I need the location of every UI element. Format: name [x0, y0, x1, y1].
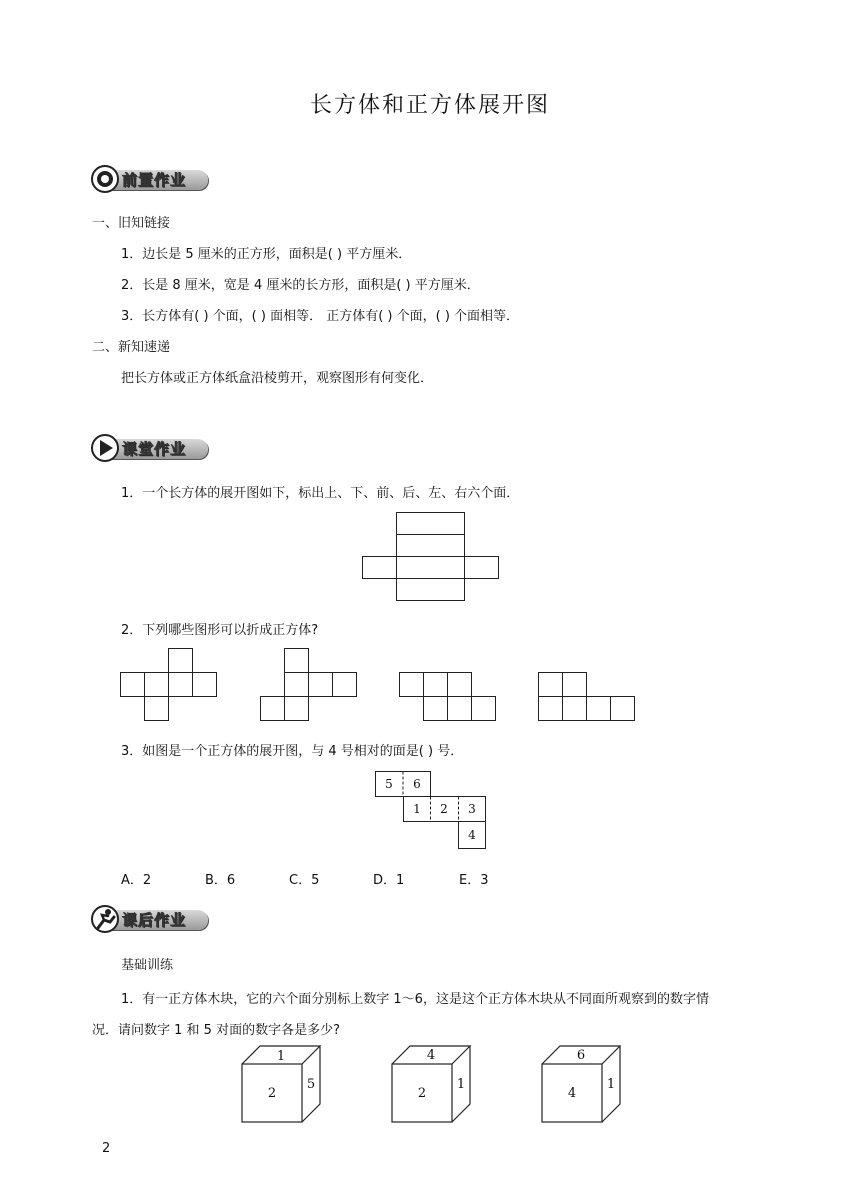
option-e: E．3 — [459, 873, 489, 888]
runner-icon — [90, 904, 124, 934]
pre-question-2: 2．长是 8 厘米，宽是 4 厘米的长方形，面积是( ) 平方厘米． — [121, 278, 480, 293]
section-title-post: 课后作业 — [122, 911, 187, 929]
cube1-front: 2 — [267, 1086, 277, 1101]
net-number-3: 3 — [468, 802, 476, 816]
net-number-6: 6 — [413, 777, 421, 791]
play-icon — [90, 433, 124, 463]
section-banner-pre — [90, 164, 220, 194]
class-question-2: 2．下列哪些图形可以折成正方体? — [121, 623, 319, 638]
cube2-top: 4 — [426, 1048, 436, 1063]
page-title: 长方体和正方体展开图 — [309, 93, 550, 118]
numbered-cube-net — [372, 768, 490, 854]
cube1-side: 5 — [306, 1077, 316, 1092]
cube3-side: 1 — [606, 1077, 616, 1092]
homework-subheading: 基础训练 — [121, 958, 174, 973]
class-question-3: 3．如图是一个正方体的展开图，与 4 号相对的面是( ) 号． — [121, 744, 464, 759]
net-number-1: 1 — [413, 802, 421, 816]
option-a: A．2 — [121, 873, 152, 888]
cube-net-options — [118, 646, 638, 724]
net-number-2: 2 — [440, 802, 448, 816]
option-d: D．1 — [373, 873, 405, 888]
section-banner-post — [90, 904, 220, 934]
section-title-class: 课堂作业 — [122, 440, 187, 458]
cube2-side: 1 — [456, 1077, 466, 1092]
homework-question-1-line2: 况．请问数字 1 和 5 对面的数字各是多少? — [92, 1023, 340, 1038]
pre-question-1: 1．边长是 5 厘米的正方形，面积是( ) 平方厘米． — [121, 247, 412, 262]
net-number-5: 5 — [385, 777, 393, 791]
cube-views-diagram — [236, 1042, 636, 1124]
option-b: B．6 — [205, 873, 236, 888]
pre-section-icon — [90, 164, 124, 194]
cube-net-option-4 — [539, 673, 635, 721]
part1-heading: 一、旧知链接 — [92, 216, 171, 231]
cube1-top: 1 — [276, 1049, 286, 1064]
page-number: 2 — [102, 1141, 111, 1156]
cube3-front: 4 — [567, 1086, 577, 1101]
part2-heading: 二、新知速递 — [92, 340, 171, 355]
cube-net-option-3 — [400, 673, 496, 721]
section-title-pre: 前置作业 — [122, 171, 187, 189]
part2-text: 把长方体或正方体纸盒沿棱剪开，观察图形有何变化． — [121, 371, 434, 386]
cuboid-net-diagram — [360, 510, 502, 604]
section-banner-class — [90, 433, 220, 463]
net-number-4: 4 — [468, 828, 476, 842]
option-c: C．5 — [289, 873, 320, 888]
homework-question-1-line1: 1．有一正方体木块，它的六个面分别标上数字 1～6，这是这个正方体木块从不同面所观察到的数字情 — [121, 992, 709, 1007]
cube-net-option-1 — [121, 649, 217, 721]
cube2-front: 2 — [417, 1086, 427, 1101]
cube-net-option-2 — [261, 649, 357, 721]
cube3-top: 6 — [576, 1048, 586, 1063]
class-question-1: 1．一个长方体的展开图如下，标出上、下、前、后、左、右六个面． — [121, 486, 520, 501]
pre-question-3: 3．长方体有( ) 个面，( ) 面相等． 正方体有( ) 个面，( ) 个面相等． — [121, 309, 520, 324]
